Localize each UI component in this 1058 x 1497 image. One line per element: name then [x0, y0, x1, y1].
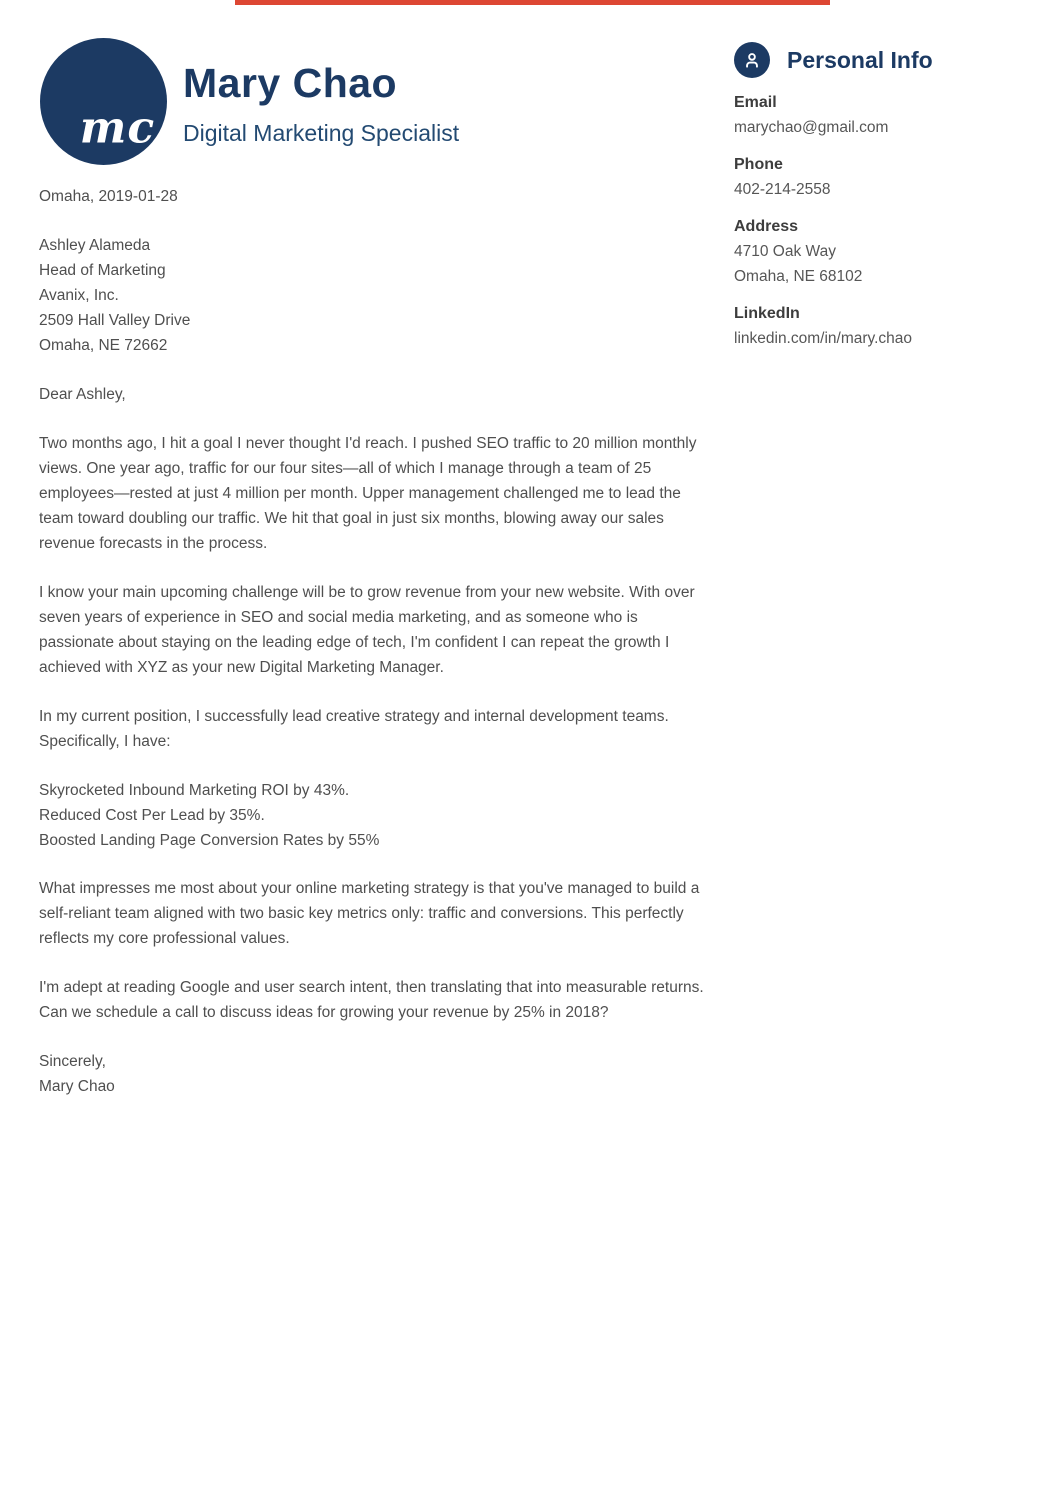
body-paragraph-2: I know your main upcoming challenge will be to grow revenue from your new website. With over seven years of experience in SEO and social media marketing, and as someone who is passionate about staying on the leading edge of tech, I'm confident I can repeat the growth I achieved with XYZ as your new Digital Marketing Manager. [39, 584, 695, 676]
field-email [734, 90, 1034, 140]
field-linkedin [734, 301, 1034, 351]
field-value-phone: 402-214-2558 [734, 181, 831, 198]
closing-block [39, 1049, 706, 1099]
achievement-line-3: Boosted Landing Page Conversion Rates by 55% [39, 832, 380, 849]
avatar-monogram: mc [79, 102, 156, 154]
field-value-address-line1: 4710 Oak Way [734, 243, 836, 260]
body-paragraph-5: I'm adept at reading Google and user search intent, then translating that into measurable returns. Can we schedule a call to discuss ideas for growing your revenue by 25% in 2018? [39, 979, 704, 1021]
salutation: Dear Ashley, [39, 386, 126, 403]
achievement-line-2: Reduced Cost Per Lead by 35%. [39, 807, 265, 824]
body-paragraph-4: What impresses me most about your online marketing strategy is that you've managed to build a self-reliant team aligned with two basic key metrics only: traffic and conversions. This perfectly reflects my core professional values. [39, 880, 700, 947]
recipient-street: 2509 Hall Valley Drive [39, 312, 191, 329]
avatar [40, 38, 167, 165]
achievement-line-1: Skyrocketed Inbound Marketing ROI by 43%. [39, 782, 350, 799]
recipient-company: Avanix, Inc. [39, 287, 119, 304]
achievements-list [39, 778, 706, 853]
field-value-address-line2: Omaha, NE 68102 [734, 268, 863, 285]
field-value-email: marychao@gmail.com [734, 119, 889, 136]
field-address [734, 214, 1034, 289]
field-label-email: Email [734, 94, 777, 111]
field-phone [734, 152, 1034, 202]
letter-body [39, 184, 706, 1099]
field-label-address: Address [734, 218, 799, 235]
field-value-linkedin: linkedin.com/in/mary.chao [734, 330, 913, 347]
person-icon [734, 42, 770, 78]
personal-info-sidebar [734, 42, 1034, 351]
candidate-name: Mary Chao [183, 60, 398, 106]
recipient-city: Omaha, NE 72662 [39, 337, 168, 354]
date-line: Omaha, 2019-01-28 [39, 188, 178, 205]
top-accent-bar [235, 0, 830, 5]
field-label-phone: Phone [734, 156, 783, 173]
recipient-block [39, 233, 706, 358]
body-paragraph-3: In my current position, I successfully lead creative strategy and internal development teams. Specifically, I have: [39, 708, 669, 750]
recipient-role: Head of Marketing [39, 262, 166, 279]
signature: Mary Chao [39, 1078, 115, 1095]
body-paragraph-1: Two months ago, I hit a goal I never thought I'd reach. I pushed SEO traffic to 20 million monthly views. One year ago, traffic for our four sites—all of which I manage through a team of 25 employees—rested at just 4 million per month. Upper management challenged me to lead the team toward doubling our traffic. We hit that goal in just six months, blowing away our sales revenue forecasts in the process. [39, 435, 697, 552]
field-label-linkedin: LinkedIn [734, 305, 800, 322]
closing: Sincerely, [39, 1053, 106, 1070]
recipient-name: Ashley Alameda [39, 237, 151, 254]
candidate-title: Digital Marketing Specialist [183, 120, 460, 146]
personal-info-header [734, 42, 1034, 78]
personal-info-heading: Personal Info [787, 46, 933, 73]
